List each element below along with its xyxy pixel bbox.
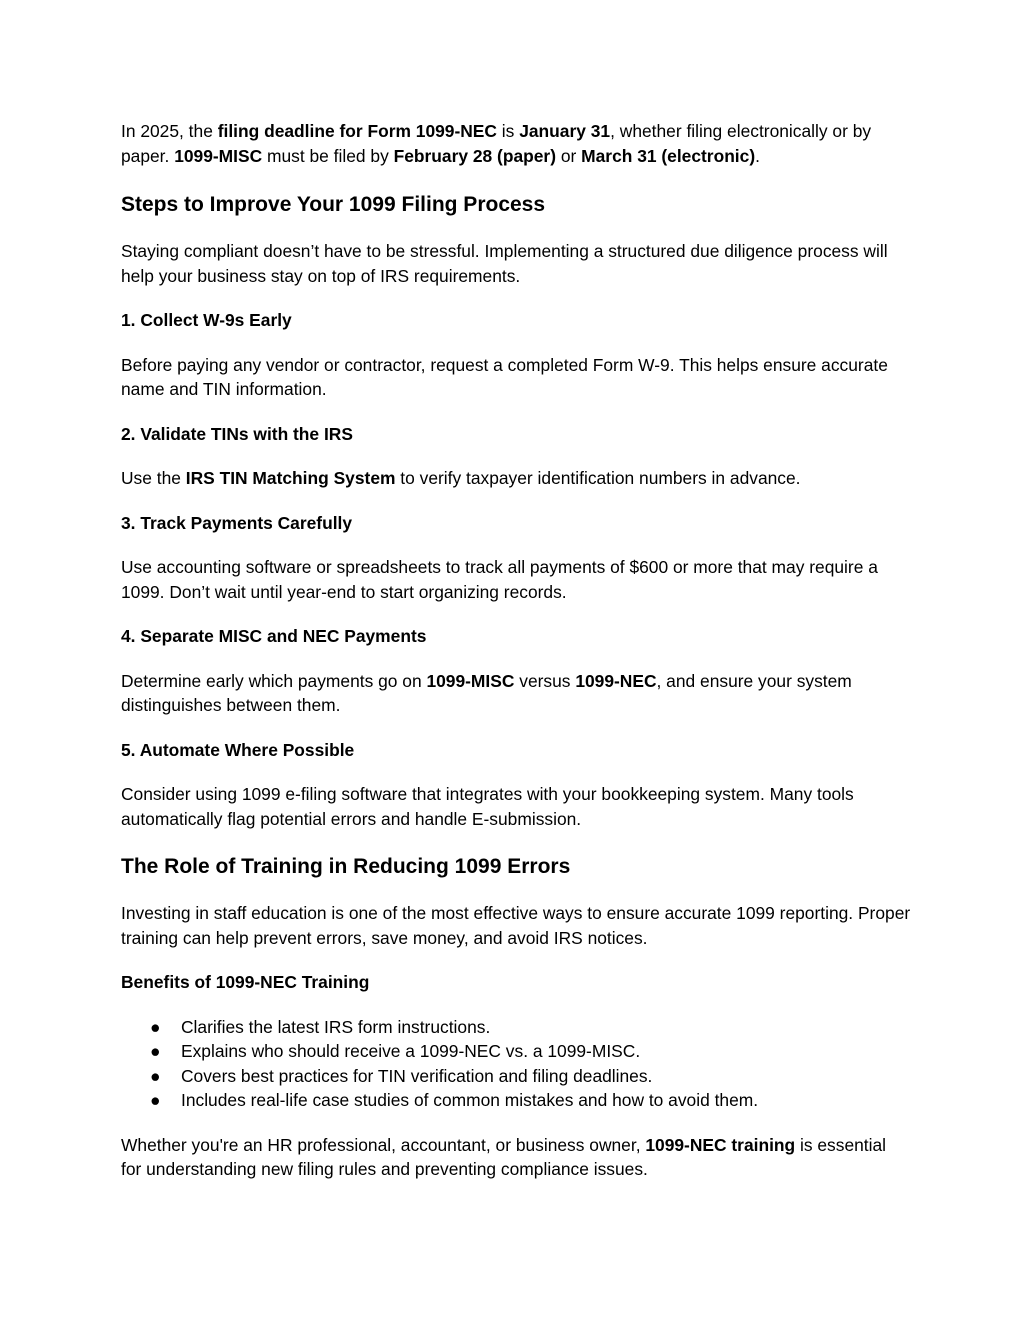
list-item [121, 1064, 911, 1089]
list-item [121, 1039, 911, 1064]
step3-title: 3. Track Payments Carefully [121, 512, 353, 533]
intro-text: , whether filing electronically or by paper. [121, 121, 872, 166]
intro-text: must be filed by [262, 145, 394, 166]
closing-text: is essential for understanding new filing rules and preventing compliance issues. [121, 1134, 887, 1179]
intro-bold: February 28 (paper) [393, 145, 556, 166]
step3-body: Use accounting software or spreadsheets to track all payments of $600 or more that may require a 1099. Don’t wait until year-end to start organizing records. [121, 557, 878, 602]
step4-title: 4. Separate MISC and NEC Payments [121, 626, 427, 646]
bullet-icon: ● [150, 1090, 161, 1110]
list-item [121, 1088, 911, 1113]
training-intro: Investing in staff education is one of the most effective ways to ensure accurate 1099 reporting. Proper training can help prevent errors, save money, and avoid IRS notices. [121, 903, 911, 948]
list-item [121, 1015, 911, 1040]
step2-bold: IRS TIN Matching System [185, 468, 396, 488]
intro-bold: March 31 (electronic) [581, 145, 756, 166]
intro-text: In 2025, the [121, 121, 218, 141]
closing-bold: 1099-NEC training [645, 1134, 796, 1155]
step4-text: , and ensure your system distinguishes between them. [121, 670, 852, 715]
intro-paragraph [121, 119, 911, 168]
closing-paragraph [121, 1133, 911, 1182]
list-item-text: Covers best practices for TIN verification and filing deadlines. [181, 1065, 653, 1086]
step1-body: Before paying any vendor or contractor, request a completed Form W-9. This helps ensure accurate name and TIN information. [121, 354, 888, 399]
step4-text: Determine early which payments go on [121, 670, 427, 691]
benefits-title: Benefits of 1099-NEC Training [121, 972, 370, 992]
step2-text: to verify taxpayer identification numbers in advance. [395, 468, 801, 488]
step4-bold: 1099-MISC [426, 670, 515, 691]
intro-bold: January 31 [519, 121, 611, 141]
step4-bold: 1099-NEC [575, 670, 657, 691]
benefits-list [121, 1015, 911, 1113]
list-item-text: Explains who should receive a 1099-NEC vs. a 1099-MISC. [181, 1041, 641, 1061]
intro-bold: 1099-MISC [174, 145, 263, 166]
step5-title: 5. Automate Where Possible [121, 739, 355, 760]
list-item-text: Includes real-life case studies of common mistakes and how to avoid them. [181, 1090, 759, 1110]
bullet-icon: ● [150, 1016, 161, 1037]
step2-body [121, 466, 911, 491]
step5-body: Consider using 1099 e-filing software that integrates with your bookkeeping system. Many tools automatically flag potential errors and handle E-submission. [121, 784, 854, 829]
training-heading: The Role of Training in Reducing 1099 Errors [121, 855, 571, 878]
intro-text: is [496, 121, 520, 141]
intro-bold: filing deadline for Form 1099-NEC [217, 121, 497, 141]
bullet-icon: ● [150, 1065, 161, 1086]
steps-heading: Steps to Improve Your 1099 Filing Process [121, 193, 546, 216]
step4-body [121, 669, 911, 718]
steps-intro: Staying compliant doesn’t have to be stressful. Implementing a structured due diligence process will help your business stay on top of IRS requirements. [121, 241, 888, 286]
bullet-icon: ● [150, 1041, 161, 1061]
intro-text: . [755, 145, 760, 166]
intro-text: or [556, 145, 582, 166]
document-page [121, 119, 911, 1182]
step2-text: Use the [121, 468, 186, 488]
closing-text: Whether you're an HR professional, accountant, or business owner, [121, 1134, 646, 1155]
list-item-text: Clarifies the latest IRS form instructions. [181, 1016, 491, 1037]
step4-text: versus [514, 670, 576, 691]
step2-title: 2. Validate TINs with the IRS [121, 423, 353, 444]
step1-title: 1. Collect W-9s Early [121, 310, 292, 330]
